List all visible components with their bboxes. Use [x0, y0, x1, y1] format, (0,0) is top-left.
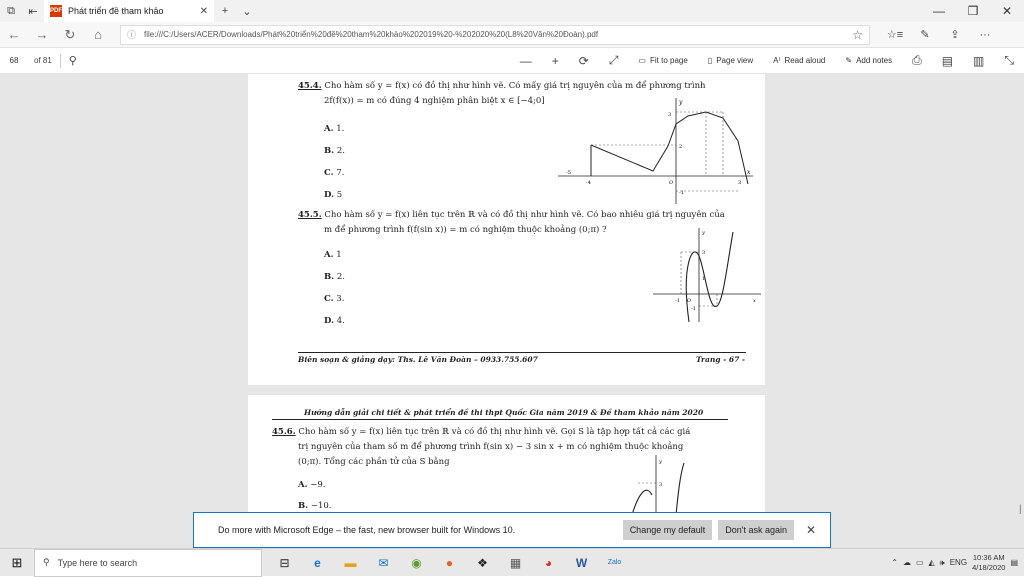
pdf-viewer[interactable] — [0, 74, 1024, 548]
page-number-input[interactable]: 68 — [9, 56, 19, 65]
title-bar — [0, 0, 1024, 22]
header-rule — [272, 419, 728, 420]
option-b: B. 2. — [324, 146, 345, 156]
share-icon[interactable]: ⇪ — [950, 29, 960, 41]
notifications-icon[interactable]: ▤ — [1010, 558, 1018, 567]
edge-default-notification — [193, 512, 831, 548]
pin-toolbar-icon[interactable]: ⤡ — [1004, 53, 1014, 67]
url-text: file:///C:/Users/ACER/Downloads/Phát%20triển%20đề%20tham%20khảo%202019%20-%202020%20(L8%20Văn%20Đoàn).pdf — [144, 30, 599, 39]
y-label: y — [702, 230, 705, 236]
browser-tab[interactable] — [44, 0, 214, 22]
question-text: Cho hàm số y = f(x) liên tục trên ℝ và có đồ thị như hình vẽ. Gọi S là tập hợp tất cả các giá — [298, 427, 691, 437]
x-label: x — [753, 298, 756, 304]
dropbox-icon[interactable]: ❖ — [477, 555, 488, 570]
tick-label: -1 — [691, 306, 696, 312]
page-view-icon: ▯ — [707, 56, 713, 65]
zoom-out-icon[interactable]: — — [519, 53, 532, 68]
network-icon[interactable]: ◭ — [928, 558, 935, 567]
notification-message: Do more with Microsoft Edge – the fast, new browser built for Windows 10. — [218, 525, 516, 535]
restore-button[interactable]: ❐ — [967, 4, 979, 18]
question-text-line2: trị nguyên của tham số m để phương trình f(sin x) − 3 sin x + m có nghiệm thuộc khoảng — [298, 442, 684, 452]
tick-label: -1 — [675, 298, 680, 304]
save-as-icon[interactable]: ▥ — [973, 53, 985, 68]
new-tab-icon[interactable]: + — [221, 5, 229, 17]
tick-label: -1 — [679, 190, 684, 196]
pen-icon[interactable]: ✎ — [920, 29, 930, 41]
volume-icon[interactable]: 🕪 — [939, 557, 945, 567]
question-text-line3: (0;π). Tổng các phần tử của S bằng — [298, 457, 450, 467]
word-icon[interactable]: W — [575, 555, 588, 570]
home-icon[interactable]: ⌂ — [94, 27, 102, 42]
footer-page: Trang - 67 - — [696, 355, 746, 364]
mail-icon[interactable]: ✉ — [378, 555, 389, 570]
tab-list-chevron-icon[interactable]: ⌄ — [242, 5, 252, 18]
question-text-line2: 2f(f(x)) = m có đúng 4 nghiệm phân biệt x ∈ [−4;0] — [324, 96, 545, 106]
origin-label: O — [687, 298, 692, 304]
tick-label: -5 — [566, 170, 571, 176]
tick-label: 1 — [702, 276, 706, 282]
info-icon[interactable]: ⓘ — [127, 30, 137, 40]
more-icon[interactable]: ··· — [979, 28, 991, 41]
taskbar — [0, 548, 1024, 576]
address-bar — [0, 22, 1024, 48]
tick-label: 3 — [702, 250, 706, 256]
add-notes-icon: ✎ — [845, 56, 853, 65]
fit-to-page-icon: ▭ — [638, 56, 646, 65]
option-b: B. −10. — [298, 501, 332, 511]
add-notes-label: Add notes — [856, 56, 893, 65]
save-icon[interactable]: ▤ — [941, 53, 954, 68]
scrollbar-thumb[interactable]: | — [1019, 504, 1022, 515]
back-arrow-icon[interactable]: ← — [7, 27, 21, 42]
print-icon[interactable]: ⎙ — [912, 53, 922, 67]
y-label: y — [679, 99, 683, 106]
chevron-up-icon[interactable]: ⌃ — [891, 558, 898, 567]
question-number: 45.4. — [298, 81, 322, 91]
question-text-line2: m để phương trình f(f(sin x)) = m có nghiệm thuộc khoảng (0;π) ? — [324, 225, 607, 235]
curve — [591, 112, 748, 184]
read-aloud-button[interactable] — [773, 56, 825, 65]
read-aloud-icon: A⁾ — [773, 56, 781, 65]
app-icon[interactable]: ◉ — [411, 555, 422, 570]
windows-start-icon[interactable]: ⊞ — [11, 554, 23, 570]
zalo-icon[interactable]: Zalo — [607, 559, 622, 566]
minimize-button[interactable]: — — [933, 4, 945, 18]
option-d: D. 5 — [324, 190, 343, 200]
tab-actions-icon[interactable]: ⧉ — [7, 4, 15, 17]
option-a: A. 1. — [324, 124, 345, 134]
question-text: Cho hàm số y = f(x) có đồ thị như hình vẽ. Có mấy giá trị nguyên của m để phương trình — [324, 81, 706, 91]
question-text: Cho hàm số y = f(x) liên tục trên ℝ và có đồ thị như hình vẽ. Có bao nhiêu giá trị nguyên của — [324, 210, 725, 220]
graph-45-6 — [618, 455, 698, 515]
page-view-label: Page view — [716, 56, 754, 65]
question-number: 45.5. — [298, 210, 322, 220]
task-view-icon[interactable]: ⊟ — [279, 555, 290, 570]
y-label: y — [659, 459, 662, 465]
change-default-button[interactable]: Change my default — [623, 520, 713, 540]
rotate-icon[interactable]: ⟳ — [578, 53, 589, 68]
x-label: x — [747, 169, 751, 176]
origin-label: O — [669, 180, 674, 186]
page-header: Hướng dẫn giải chi tiết & phát triển đề thi thpt Quốc Gia năm 2019 & Đề tham khảo năm 2020 — [304, 408, 704, 417]
file-explorer-icon[interactable]: ▬ — [344, 555, 357, 570]
close-notification-icon[interactable]: ✕ — [805, 523, 817, 537]
tick-label: 3 — [668, 112, 672, 118]
search-icon: ⚲ — [43, 557, 50, 567]
tick-label: 2 — [679, 144, 683, 150]
tick-label: 3 — [659, 482, 663, 488]
pdf-toolbar — [0, 48, 1024, 74]
taskbar-search[interactable] — [34, 549, 262, 577]
tab-back-icon[interactable]: ⇤ — [28, 5, 38, 18]
page-total: of 81 — [34, 56, 52, 65]
battery-icon[interactable]: ▭ — [915, 558, 924, 567]
favorites-icon[interactable]: ☆≡ — [886, 29, 904, 41]
search-placeholder: Type here to search — [57, 557, 138, 568]
tick-label: 3 — [738, 180, 742, 186]
language-label[interactable]: ENG — [949, 558, 968, 567]
read-aloud-label: Read aloud — [784, 56, 826, 65]
tick-label: -4 — [586, 180, 591, 186]
add-notes-button[interactable] — [845, 56, 892, 65]
zoom-in-icon[interactable]: + — [551, 53, 559, 68]
footer-author: Biên soạn & giảng dạy: Ths. Lê Văn Đoàn – 0933.755.607 — [298, 355, 538, 364]
fit-to-page-label: Fit to page — [649, 56, 688, 65]
fullscreen-icon[interactable]: ⤢ — [608, 53, 619, 67]
clock[interactable] — [972, 553, 1005, 573]
system-tray — [891, 553, 1024, 573]
clock-time: 10:36 AM — [972, 552, 1005, 562]
favorite-star-icon[interactable]: ☆ — [852, 27, 863, 42]
refresh-icon[interactable]: ↻ — [64, 26, 76, 42]
fit-to-page-button[interactable] — [638, 56, 687, 65]
option-d: D. 4. — [324, 316, 345, 326]
edge-icon[interactable]: e — [314, 555, 321, 570]
forward-arrow-icon[interactable]: → — [35, 27, 49, 42]
onedrive-icon[interactable]: ☁ — [902, 558, 911, 567]
option-c: C. 7. — [324, 168, 345, 178]
graph-45-5 — [653, 224, 763, 324]
app-icon[interactable]: ▦ — [509, 555, 522, 570]
option-b: B. 2. — [324, 272, 345, 282]
clock-date: 4/18/2020 — [972, 562, 1006, 572]
pdf-icon: PDF — [50, 5, 62, 17]
footer-rule — [298, 352, 746, 353]
option-c: C. 3. — [324, 294, 345, 304]
chrome-icon[interactable]: ◕ — [544, 555, 553, 570]
toolbar-divider — [60, 54, 61, 68]
search-icon[interactable]: ⚲ — [68, 55, 77, 67]
graph-45-4 — [558, 96, 758, 206]
option-a: A. −9. — [298, 480, 326, 490]
close-window-button[interactable]: ✕ — [1001, 4, 1013, 18]
option-a: A. 1 — [324, 250, 342, 260]
tab-title: Phát triển đề tham khảo — [68, 6, 164, 16]
dont-ask-again-button[interactable]: Don't ask again — [718, 520, 794, 540]
question-number: 45.6. — [272, 427, 296, 437]
firefox-icon[interactable]: ● — [445, 555, 454, 570]
close-tab-icon[interactable]: ✕ — [199, 5, 208, 17]
url-field[interactable] — [120, 25, 870, 45]
curve-right — [676, 463, 684, 515]
page-view-button[interactable] — [708, 56, 753, 65]
pdf-page-67 — [248, 74, 765, 385]
